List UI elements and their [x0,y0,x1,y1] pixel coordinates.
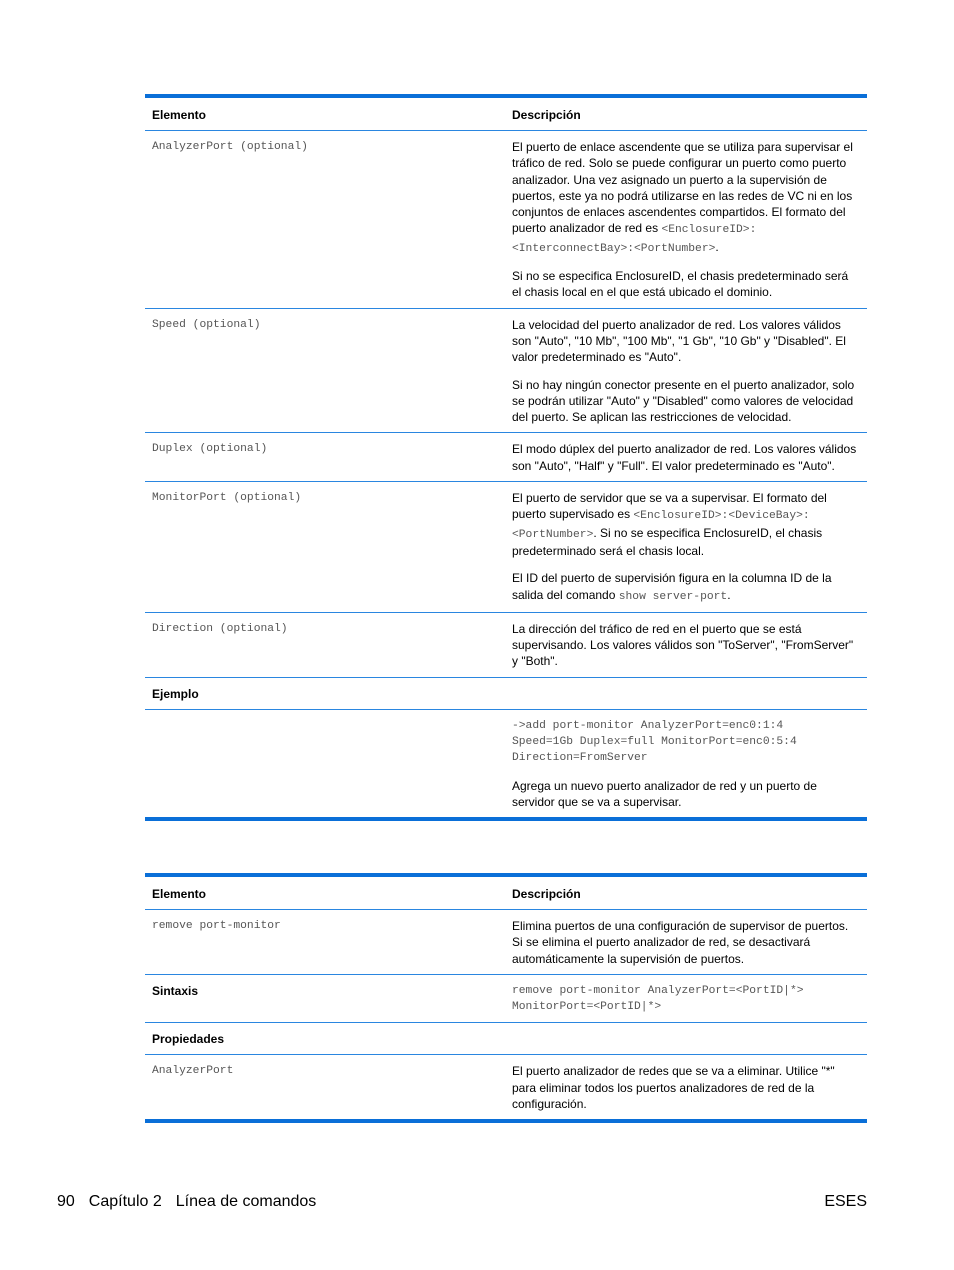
table-row [145,481,867,612]
example-code: ->add port-monitor AnalyzerPort=enc0:1:4 Speed=1Gb Duplex=full MonitorPort=enc0:5:4 Direction=FromServer [512,719,797,765]
header-descripcion: Descripción [512,108,581,122]
description: El puerto de servidor que se va a supervisar. El formato del puerto supervisado es <EnclosureID>:<DeviceBay>:<PortNumber>. Si no se especifica EnclosureID, el chasis predeterminado será el chasis local. [512,491,827,558]
element-name: Duplex (optional) [152,443,268,456]
property-name: AnalyzerPort [152,1065,234,1078]
description: El puerto de enlace ascendente que se utiliza para supervisar el tráfico de red. Solo se puede configurar un puerto como puerto analizador. Una vez asignado un puerto a la supervisión de puertos, este ya no podrá utilizarse en las redes de VC ni en los conjuntos de enlaces ascendentes compartidos. El formato del puerto analizador de red es <EnclosureID>:<InterconnectBay>:<PortNumber>. [512,140,853,255]
options-table [145,94,867,821]
example-row [145,709,867,817]
description: Si no hay ningún conector presente en el puerto analizador, solo se podrán utilizar "Auto" y "Disabled" como valores de velocidad del puerto. Se aplican las restricciones de velocidad. [512,377,855,425]
command-name: remove port-monitor [152,920,281,932]
header-descripcion: Descripción [512,887,581,901]
syntax-row [145,974,867,1023]
syntax-code: remove port-monitor AnalyzerPort=<PortID|*> MonitorPort=<PortID|*> [512,984,804,1014]
locale-code: ESES [824,1193,867,1210]
example-description: Agrega un nuevo puerto analizador de red y un puerto de servidor que se va a supervisar. [512,778,817,809]
table-row [145,612,867,677]
description: Si no se especifica EnclosureID, el chasis predeterminado será el chasis local en el que está ubicado el dominio. [512,269,849,300]
description: La velocidad del puerto analizador de red. Los valores válidos son "Auto", "10 Mb", "100 Mb", "1 Gb", "10 Gb" y "Disabled". El valor predeterminado es "Auto". [512,317,846,365]
page-footer [57,1192,316,1212]
properties-row [145,1022,867,1054]
property-description: El puerto analizador de redes que se va a eliminar. Utilice "*" para eliminar todos los puertos analizadores de red de la configuración. [512,1064,835,1112]
page-number: 90 [57,1193,75,1210]
table-row [145,308,867,433]
properties-label: Propiedades [152,1032,225,1047]
element-name: AnalyzerPort (optional) [152,141,308,153]
description: El modo dúplex del puerto analizador de red. Los valores válidos son "Auto", "Half" y "Full". El valor predeterminado es "Auto". [512,442,857,473]
example-label: Ejemplo [152,686,199,701]
command-description: Elimina puertos de una configuración de supervisor de puertos. Si se elimina el puerto analizador de red, se desactivará automáticamente la supervisión de puertos. [512,919,849,966]
table-row [145,1054,867,1119]
description: El ID del puerto de supervisión figura en la columna ID de la salida del comando show server-port. [512,571,832,603]
table-header [145,98,867,131]
element-name: MonitorPort (optional) [152,492,302,505]
table-header [145,877,867,910]
syntax-label: Sintaxis [152,983,199,998]
chapter-title: Línea de comandos [175,1193,317,1210]
table-row [145,910,867,974]
table-row [145,131,867,308]
description: La dirección del tráfico de red en el puerto que se está supervisando. Los valores válidos son "ToServer", "FromServer" y "Both". [512,621,854,669]
header-elemento: Elemento [152,108,207,122]
element-name: Speed (optional) [152,318,261,331]
header-elemento: Elemento [152,887,207,901]
chapter-label: Capítulo 2 [88,1193,162,1210]
element-name: Direction (optional) [152,622,288,635]
table-row [145,432,867,481]
example-label-row [145,677,867,709]
remove-port-monitor-table [145,873,867,1123]
